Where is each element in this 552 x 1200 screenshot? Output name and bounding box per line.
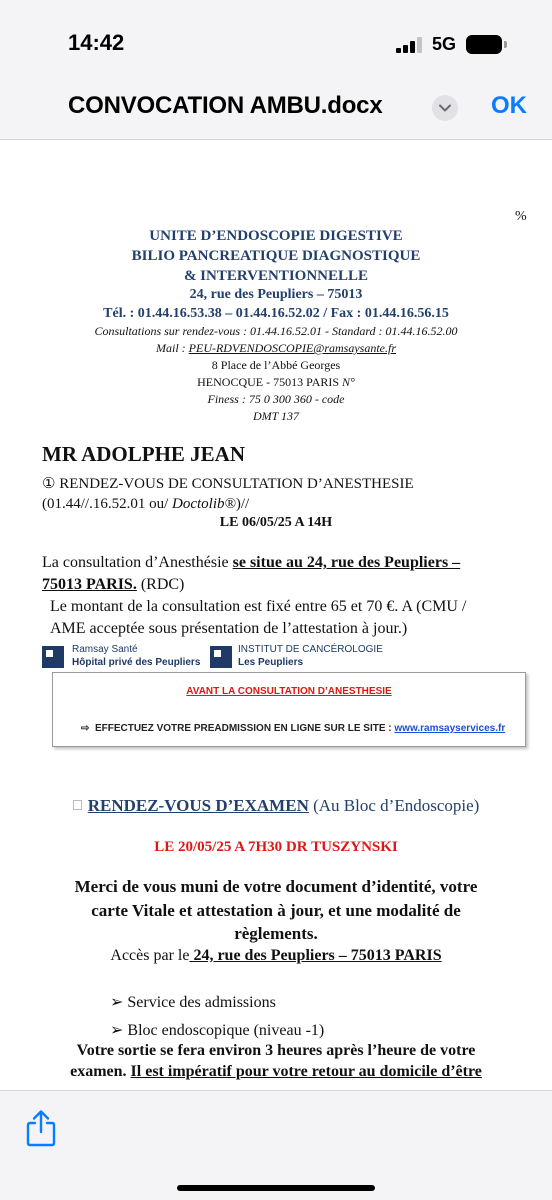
consultation-location-2: 75013 PARIS. (RDC) xyxy=(42,576,185,593)
header-mail: Mail : PEU-RDVENDOSCOPIE@ramsaysante.fr xyxy=(155,341,397,355)
exam-title: RENDEZ-VOUS D’EXAMEN (Au Bloc d’Endoscopie) xyxy=(0,796,552,816)
consultation-location: La consultation d’Anesthésie se situe au 24, rue des Peupliers – xyxy=(42,554,461,571)
network-type: 5G xyxy=(432,34,457,54)
home-indicator xyxy=(177,1185,375,1191)
preadmission-heading: AVANT LA CONSULTATION D’ANESTHESIE xyxy=(186,686,392,697)
logo-hospital-label: Hôpital privé des Peupliers xyxy=(72,657,201,668)
header-address: 24, rue des Peupliers – 75013 xyxy=(189,287,363,302)
header-finess: Finess : 75 0 300 360 - code xyxy=(207,392,345,406)
documents-line-2: carte Vitale et attestation à jour, et une modalité de xyxy=(91,901,461,920)
bullet-arrow-icon: ➢ xyxy=(110,994,128,1011)
consultation-date: LE 06/05/25 A 14H xyxy=(219,515,333,530)
access-line: Accès par le 24, rue des Peupliers – 75013 PARIS xyxy=(110,947,442,964)
header-line-2: BILIO PANCREATIQUE DIAGNOSTIQUE xyxy=(131,248,421,264)
header-place: 8 Place de l’Abbé Georges xyxy=(211,358,341,372)
share-icon xyxy=(24,1109,58,1147)
exit-line-2: examen. Il est impératif pour votre retour au domicile d’être xyxy=(70,1063,482,1080)
documents-line-1: Merci de vous muni de votre document d’identité, votre xyxy=(74,877,478,896)
header-consultations: Consultations sur rendez-vous : 01.44.16.52.01 - Standard : 01.44.16.52.00 xyxy=(94,324,458,338)
logo-institut-label: INSTITUT DE CANCÉROLOGIE xyxy=(238,644,383,655)
header-line-3: & INTERVENTIONNELLE xyxy=(183,268,369,284)
bullet-admissions: ➢ Service des admissions xyxy=(110,994,276,1011)
share-button[interactable] xyxy=(24,1109,58,1147)
consultation-phone: (01.44//.16.52.01 ou/ Doctolib®)// xyxy=(42,496,250,512)
header-city: HENOCQUE - 75013 PARIS N° xyxy=(197,375,355,389)
chevron-down-icon xyxy=(439,104,451,112)
preadmission-text: ⇨ EFFECTUEZ VOTRE PREADMISSION EN LIGNE SUR LE SITE : www.ramsayservices.fr xyxy=(81,723,506,734)
title-menu-button[interactable] xyxy=(432,95,458,121)
logo-peupliers-label: Les Peupliers xyxy=(238,657,304,668)
consultation-amount-1: Le montant de la consultation est fixé entre 65 et 70 €. A (CMU / xyxy=(50,598,467,615)
battery-icon xyxy=(466,35,502,54)
ok-button[interactable]: OK xyxy=(491,92,527,119)
header-phones: Tél. : 01.44.16.53.38 – 01.44.16.52.02 / Fax : 01.44.16.56.15 xyxy=(103,306,449,321)
preadmission-box xyxy=(52,672,526,747)
consultation-title: ① RENDEZ-VOUS DE CONSULTATION D’ANESTHESIE xyxy=(42,476,414,492)
bullet-bloc: ➢ Bloc endoscopique (niveau -1) xyxy=(110,1022,325,1039)
institut-logo-icon xyxy=(210,646,232,668)
documents-line-3: règlements. xyxy=(234,924,318,943)
ramsay-services-link[interactable]: www.ramsayservices.fr xyxy=(394,723,506,734)
percent-sign: % xyxy=(515,209,527,224)
ramsay-logo-icon xyxy=(42,646,64,668)
logos-row xyxy=(42,642,402,672)
bullet-arrow-icon: ➢ xyxy=(110,1022,128,1039)
patient-name: MR ADOLPHE JEAN xyxy=(42,442,246,466)
consultation-amount-2: AME acceptée sous présentation de l’attestation à jour.) xyxy=(50,620,408,637)
status-time: 14:42 xyxy=(68,30,125,55)
status-bar xyxy=(0,0,552,84)
bottom-toolbar xyxy=(0,1090,552,1200)
exam-date: LE 20/05/25 A 7H30 DR TUSZYNSKI xyxy=(154,839,398,855)
document-title: CONVOCATION AMBU.docx xyxy=(68,92,383,119)
document-view[interactable] xyxy=(0,140,552,1090)
arrow-right-icon: ⇨ xyxy=(81,723,95,734)
navigation-header xyxy=(0,84,552,140)
cellular-signal-icon xyxy=(396,37,424,53)
header-line-1: UNITE D’ENDOSCOPIE DIGESTIVE xyxy=(149,228,403,244)
mail-link[interactable]: PEU-RDVENDOSCOPIE@ramsaysante.fr xyxy=(188,341,397,355)
logo-ramsay-label: Ramsay Santé xyxy=(72,644,138,655)
header-dmt: DMT 137 xyxy=(252,409,300,423)
exit-line-1: Votre sortie se fera environ 3 heures après l’heure de votre xyxy=(76,1042,476,1059)
checkbox-icon xyxy=(73,800,82,810)
